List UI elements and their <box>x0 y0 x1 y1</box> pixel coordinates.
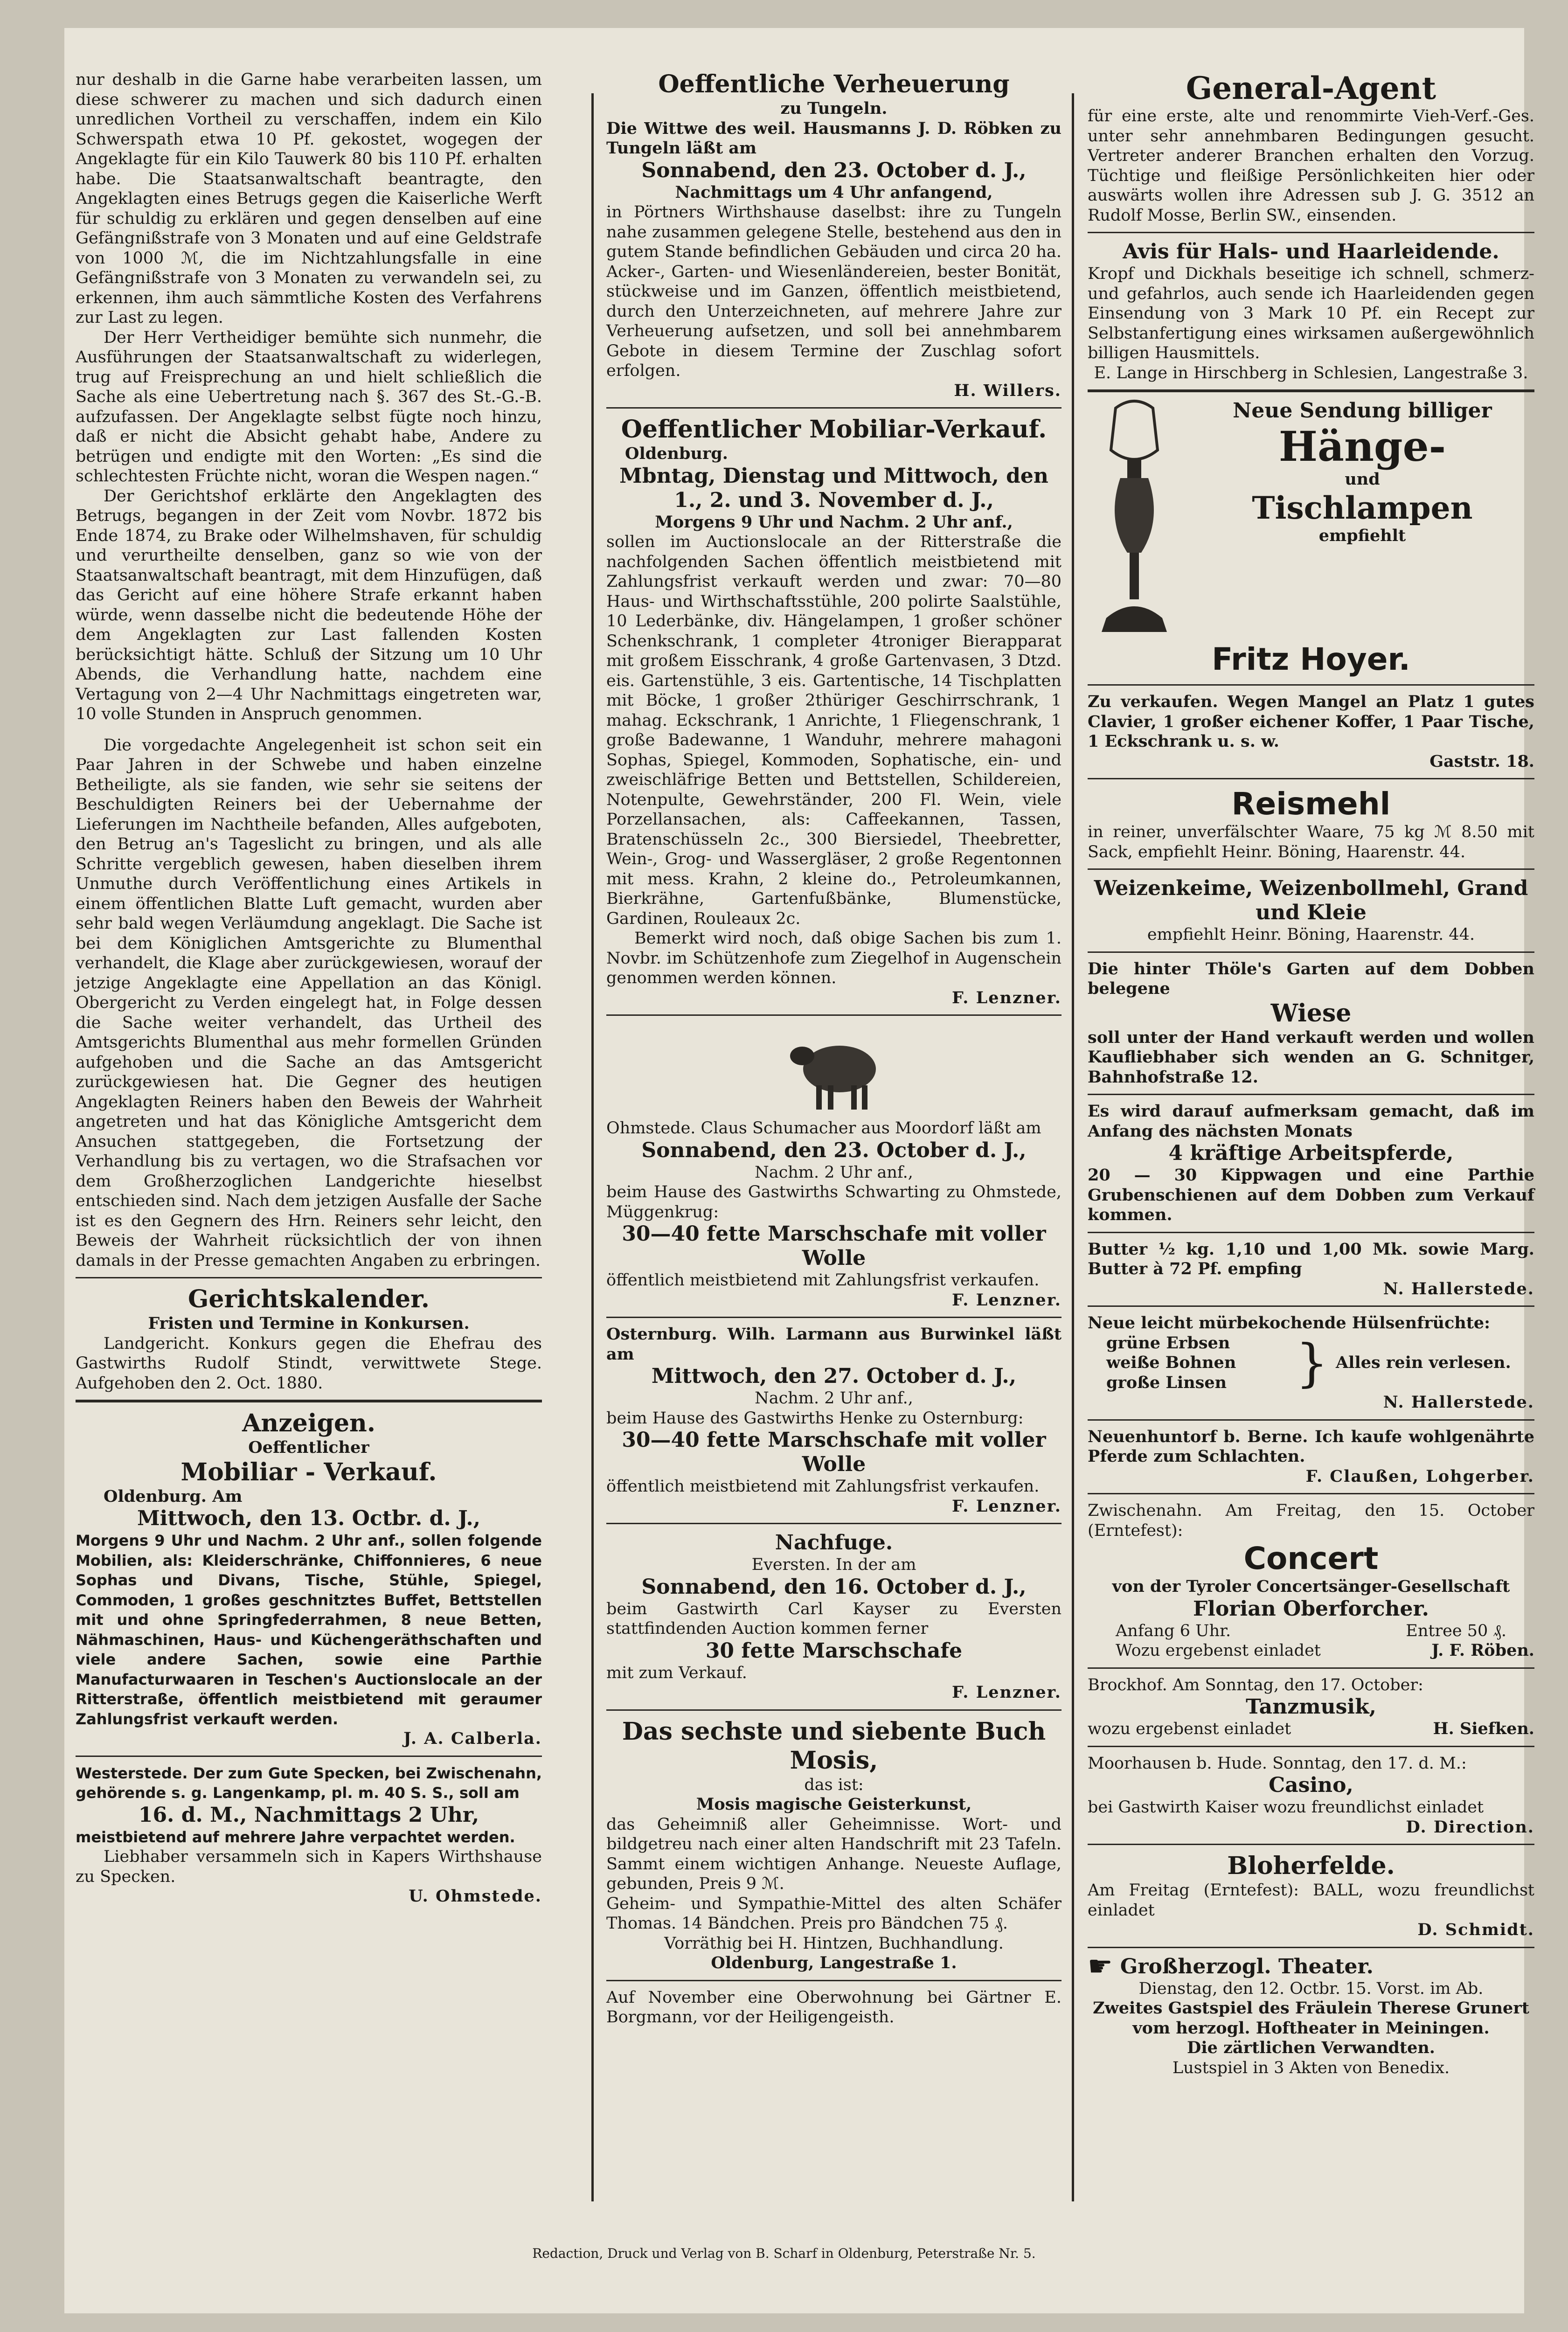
ad-nachfuge-foot: mit zum Verkauf. <box>606 1663 747 1682</box>
ad-weizen-title: Weizenkeime, Weizenbollmehl, Grand und Kleie <box>1094 876 1528 924</box>
ad-brockhof-title: Tanzmusik, <box>1246 1695 1376 1719</box>
page-footer: Redaction, Druck und Verlag von B. Scharf in Oldenburg, Peterstraße Nr. 5. <box>532 2246 1036 2261</box>
ad-pferde-title: 4 kräftige Arbeitspferde, <box>1168 1141 1454 1165</box>
ad-bloherfelde-title: Bloherfelde. <box>1227 1852 1395 1880</box>
ad-concert-invite: Wozu ergebenst einladet <box>1116 1641 1321 1660</box>
ad-verkaufen-body: Zu verkaufen. Wegen Mangel an Platz 1 gutes Clavier, 1 großer eichener Koffer, 1 Paar Tische, 1 Eckschrank u. s. w. <box>1088 692 1534 751</box>
ad-nachfuge-signature: F. Lenzner. <box>951 1683 1062 1702</box>
ad-ohmstede-signature: F. Lenzner. <box>951 1290 1062 1310</box>
ad-pferde-body: 20 — 30 Kippwagen und eine Parthie Grubenschienen auf dem Dobben zum Verkauf kommen. <box>1088 1166 1534 1224</box>
ad-concert-start: Anfang 6 Uhr. <box>1116 1621 1231 1640</box>
ad-mobiliar2-date: Mbntag, Dienstag und Mittwoch, den 1., 2. und 3. November d. J., <box>619 464 1048 512</box>
lamp-illustration <box>1088 399 1181 641</box>
ad-osternburg-item: 30—40 fette Marschschafe mit voller Wolle <box>622 1428 1046 1476</box>
brace-icon: } <box>1296 1333 1328 1393</box>
article-paragraph: Der Gerichtshof erklärte den Angeklagten des Betrugs, begangen in der Zeit vom Novbr. 1872 bis Ende 1874, zu Brake oder Wilhelmshaven, für schuldig und verurtheilte denselben, ganz so wie von der Staatsanwaltschaft beantragt, mit dem Hinzufügen, daß das Gericht auf eine höhere Strafe erkannt haben würde, wenn dasselbe nicht die bedeutende Höhe der dem Angeklagten zur Last fallenden Kosten berücksichtigt hätte. Schluß der Sitzung um 10 Uhr Abends, die Verhandlung hatte, nachdem eine Vertagung von 2—4 Uhr Nachmittags eingetreten war, 10 volle Stunden in Anspruch genommen. <box>76 486 542 723</box>
ad-lamps-und: und <box>1345 470 1380 489</box>
ad-lamps-tisch: Tischlampen <box>1252 489 1473 526</box>
list-item: große Linsen <box>1106 1373 1227 1392</box>
ad-avis-title: Avis für Hals- und Haarleidende. <box>1123 240 1499 264</box>
sheep-illustration <box>784 1022 886 1116</box>
ad-lamps-name: Fritz Hoyer. <box>1212 641 1410 677</box>
ad-huelsen-note: Alles rein verlesen. <box>1336 1353 1511 1372</box>
ad-ohmstede-foot: öffentlich meistbietend mit Zahlungsfrist verkaufen. <box>606 1271 1040 1290</box>
article-paragraph: nur deshalb in die Garne habe verarbeiten lassen, um diese schwerer zu machen und sich dadurch einen unredlichen Vortheil zu verschaffen, indem ein Kilo Schwerspath etwa 10 Pf. gekostet, wogegen der Angeklagte für ein Kilo Tauwerk 80 bis 110 Pf. erhalten habe. Die Staatsanwaltschaft beantragte, den Angeklagten eines Betrugs gegen die Kaiserliche Werft für schuldig zu erklären und gegen denselben auf eine Gefängnißstrafe von 3 Monaten und auf eine Geldstrafe von 1000 ℳ, die im Nichtzahlungsfalle in eine Gefängnißstrafe von 3 Monaten zu verwandeln sei, zu erkennen, ihm auch sämmtliche Kosten des Verfahrens zur Last zu legen. <box>76 70 542 327</box>
ad-nachfuge-item: 30 fette Marschschafe <box>705 1638 963 1663</box>
ad-mobiliar-pretitle: Oeffentlicher <box>248 1438 369 1457</box>
ad-mosis-body: das Geheimniß aller Geheimnisse. Wort- und bildgetreu nach einer alten Handschrift mit 23 Tafeln. Sammt einem wichtigen Anhange. Neueste Auflage, gebunden, Preis 9 ℳ. <box>606 1815 1062 1893</box>
ad-neuenhuntorf-signature: F. Claußen, Lohgerber. <box>1305 1466 1534 1486</box>
ad-concert-intro: Zwischenahn. Am Freitag, den 15. October (Erntefest): <box>1088 1501 1534 1540</box>
ad-bloherfelde-signature: D. Schmidt. <box>1417 1920 1534 1939</box>
ad-theater-play: Die zärtlichen Verwandten. <box>1187 2038 1435 2057</box>
gerichtskalender-body: Landgericht. Konkurs gegen die Ehefrau des Gastwirths Rudolf Stindt, verwittwete Stege. Aufgehoben den 2. Oct. 1880. <box>76 1334 542 1393</box>
ad-osternburg-foot: öffentlich meistbietend mit Zahlungsfrist verkaufen. <box>606 1477 1040 1496</box>
ad-mosis-body2: Geheim- und Sympathie-Mittel des alten Schäfer Thomas. 14 Bändchen. Preis pro Bändchen 75 ₰. <box>606 1894 1062 1933</box>
ad-mobiliar2-time: Morgens 9 Uhr und Nachm. 2 Uhr anf., <box>655 512 1013 532</box>
ad-brockhof-invite: wozu ergebenst einladet <box>1088 1720 1291 1738</box>
ad-lamps <box>1088 399 1534 641</box>
ad-wiese-intro: Die hinter Thöle's Garten auf dem Dobben belegene <box>1088 959 1534 998</box>
ad-lamps-haenge: Hänge- <box>1278 422 1446 471</box>
ad-osternburg-date: Mittwoch, den 27. October d. J., <box>651 1364 1017 1388</box>
ad-ohmstede-intro: Ohmstede. Claus Schumacher aus Moordorf läßt am <box>606 1119 1041 1138</box>
article-paragraph: Der Herr Vertheidiger bemühte sich nunmehr, die Ausführungen der Staatsanwaltschaft zu widerlegen, trug auf Freisprechung an und hielt schließlich die Sache als eine Uebertretung nach §. 367 des St.-G.-B. aufzufassen. Der Angeklagte selbst fügte noch hinzu, daß er nicht die Absicht gehabt habe, Andere zu betrügen und endigte mit den Worten: „Es sind die schlechtesten Früchte nicht, woran die Wespen nagen.“ <box>76 328 542 486</box>
ad-verkaufen-address: Gaststr. 18. <box>1429 751 1534 771</box>
ad-concert-title: Concert <box>1243 1541 1379 1576</box>
ad-verheuerung-title: Oeffentliche Verheuerung <box>658 70 1010 98</box>
ad-nachfuge-title: Nachfuge. <box>775 1531 893 1555</box>
ad-concert-subtitle: von der Tyroler Concertsänger-Gesellschaft <box>1112 1577 1510 1596</box>
ad-mobiliar2-place: Oldenburg. <box>625 444 728 463</box>
ad-verheuerung-signature: H. Willers. <box>954 381 1062 400</box>
ad-wiese-title: Wiese <box>1270 999 1352 1027</box>
ad-westerstede-body: Westerstede. Der zum Gute Specken, bei Zwischenahn, gehörende s. g. Langenkamp, pl. m. 40 S. S., soll am <box>76 1764 542 1802</box>
ad-verheuerung-place: zu Tungeln. <box>780 99 888 118</box>
ad-concert-name: Florian Oberforcher. <box>1193 1596 1429 1621</box>
ad-osternburg-body: beim Hause des Gastwirths Henke zu Osternburg: <box>606 1409 1024 1428</box>
gerichtskalender-title: Gerichtskalender. <box>188 1285 430 1313</box>
ad-moorhausen-intro: Moorhausen b. Hude. Sonntag, den 17. d. M.: <box>1088 1754 1467 1773</box>
ad-pferde-intro: Es wird darauf aufmerksam gemacht, daß im Anfang des nächsten Monats <box>1088 1102 1534 1141</box>
ad-westerstede-body3: Liebhaber versammeln sich in Kapers Wirthshause zu Specken. <box>76 1847 542 1886</box>
ad-moorhausen-title: Casino, <box>1269 1773 1353 1797</box>
list-item: grüne Erbsen <box>1106 1333 1230 1353</box>
gerichtskalender-subtitle: Fristen und Termine in Konkursen. <box>148 1314 470 1333</box>
column-3 <box>1088 70 1534 2078</box>
ad-theater-title: Großherzogl. Theater. <box>1120 1954 1374 1978</box>
ad-wohnung-body: Auf November eine Oberwohnung bei Gärtner E. Borgmann, vor der Heiligengeisth. <box>606 1988 1062 2027</box>
ad-westerstede-body2: meistbietend auf mehrere Jahre verpachtet werden. <box>76 1828 515 1846</box>
ad-theater-date: Dienstag, den 12. Octbr. 15. Vorst. im Ab. <box>1138 1979 1484 1998</box>
ad-brockhof-intro: Brockhof. Am Sonntag, den 17. October: <box>1088 1675 1423 1694</box>
ad-verheuerung-intro: Die Wittwe des weil. Hausmanns J. D. Röbken zu Tungeln läßt am <box>606 118 1062 158</box>
ad-westerstede-date: 16. d. M., Nachmittags 2 Uhr, <box>138 1803 479 1827</box>
ad-general-agent-title: General-Agent <box>1186 70 1436 106</box>
ad-mobiliar2-signature: F. Lenzner. <box>951 988 1062 1007</box>
column-rule-right <box>1072 93 1074 2201</box>
ad-nachfuge-place: Eversten. In der am <box>751 1555 916 1574</box>
ad-weizen-body: empfiehlt Heinr. Böning, Haarenstr. 44. <box>1147 925 1475 944</box>
ad-mosis-title: Das sechste und siebente Buch Mosis, <box>622 1717 1046 1775</box>
ad-mosis-subtitle: Mosis magische Geisterkunst, <box>696 1795 972 1814</box>
ad-reismehl-body: in reiner, unverfälschter Waare, 75 kg ℳ 8.50 mit Sack, empfiehlt Heinr. Böning, Haarenstr. 44. <box>1088 823 1534 861</box>
ad-mobiliar-signature: J. A. Calberla. <box>403 1729 542 1748</box>
ad-mobiliar-title: Mobiliar - Verkauf. <box>180 1458 437 1486</box>
anzeigen-title: Anzeigen. <box>242 1409 375 1437</box>
ad-verheuerung-date: Sonnabend, den 23. October d. J., <box>641 158 1027 182</box>
ad-mobiliar2-body: sollen im Auctionslocale an der Ritterstraße die nachfolgenden Sachen öffentlich meistbietend mit Zahlungsfrist verkauft werden und zwar: 70—80 Haus- und Wirthschaftsstühle, 200 polirte Saalstühle, 10 Lederbänke, div. Hängelampen, 1 großer schöner Schenkschrank, 1 completer 4troniger Bierapparat mit großem Eisschrank, 4 große Gartenvasen, 3 Dtzd. eis. Gartenstühle, 3 eis. Gartentische, 14 Tischplatten mit Böcke, 1 großer 2thüriger Geschirrschrank, 1 mahag. Eckschrank, 1 Anrichte, 1 Fliegenschrank, 1 große Badewanne, 1 Wanduhr, mehrere mahagoni Sophas, Spiegel, Kommoden, Sophatische, ein- und zweischläfrige Betten und Bettstellen, Schildereien, Notenpulte, Gewehrständer, 200 Fl. Wein, viele Porzellansachen, als: Caffeekannen, Tassen, Bratenschüsseln 2c., 300 Biersiedel, Theebretter, Wein-, Grog- und Wassergläser, 2 große Regentonnen mit mess. Krahn, 2 kleine do., Petroleumkannen, Bierkrähne, Gartenfußbänke, Blumenstücke, Gardinen, Rouleaux 2c. <box>606 533 1062 928</box>
ad-lamps-empfiehlt: empfiehlt <box>1318 526 1406 545</box>
ad-ohmstede-time: Nachm. 2 Uhr anf., <box>755 1163 913 1182</box>
ad-mobiliar-body: Morgens 9 Uhr und Nachm. 2 Uhr anf., sollen folgende Mobilien, als: Kleiderschränke, Chiffonnieres, 6 neue Sophas und Divans, Tische, Stühle, Spiegel, Commoden, 1 großes geschnitztes Buffet, Bettstellen mit und ohne Springfederrahmen, 8 neue Betten, Nähmaschinen, Haus- und Küchengeräthschaften und viele andere Sachen, sowie eine Parthie Manufacturwaaren in Teschen's Auctionslocale an der Ritterstraße, öffentlich meistbietend mit geraumer Zahlungsfrist verkauft werden. <box>76 1532 542 1728</box>
column-2 <box>606 70 1062 2027</box>
ad-mobiliar-place: Oldenburg. Am <box>104 1486 243 1506</box>
ad-bloherfelde-body: Am Freitag (Erntefest): BALL, wozu freundlichst einladet <box>1088 1881 1534 1920</box>
ad-ohmstede-body: beim Hause des Gastwirths Schwarting zu Ohmstede, Müggenkrug: <box>606 1183 1062 1222</box>
ad-nachfuge-body: beim Gastwirth Carl Kayser zu Eversten stattfindenden Auction kommen ferner <box>606 1599 1062 1638</box>
ad-neuenhuntorf-body: Neuenhuntorf b. Berne. Ich kaufe wohlgenährte Pferde zum Schlachten. <box>1088 1427 1534 1466</box>
article-paragraph: Die vorgedachte Angelegenheit ist schon seit ein Paar Jahren in der Schwebe und haben einzelne Betheiligte, als sie fanden, wie sehr sie seitens der Beschuldigten Reiners bei der Uebernahme der Lieferungen im Nachtheile befanden, Alles aufgeboten, den Betrug an's Tageslicht zu bringen, und als alle Schritte vergeblich gewesen, haben dieselben ihrem Unmuthe durch Veröffentlichung eines Artikels in einem öffentlichen Blatte Luft gemacht, wurden aber sehr bald wegen Verläumdung angeklagt. Die Sache ist bei dem Königlichen Amtsgerichte zu Blumenthal verhandelt, die Klage aber zurückgewiesen, worauf der jetzige Angeklagte eine Appellation an das Königl. Obergericht zu Verden eingelegt hat, in Folge dessen die Sache weiter verhandelt, das Urtheil des Amtsgerichts Blumenthal aus mehr formellen Gründen aufgehoben und die Sache an das Amtsgericht zurückgewiesen hat. Die Gegner des heutigen Angeklagten Reiners haben den Beweis der Wahrheit angetreten und hat das Königliche Amtsgericht dem Ansuchen stattgegeben, die Fortsetzung der Verhandlung bis zu vertagen, wo die Strafsachen vor dem Großherzoglichen Landgerichte hieselbst entschieden sind. Nach dem jetzigen Ausfalle der Sache ist es den Gegnern des Hrn. Reiners sehr leicht, den Beweis der Wahrheit rücksichtlich der von ihnen damals in der Presse gemachten Angaben zu erbringen. <box>76 736 542 1270</box>
column-rule-left <box>591 93 594 2201</box>
ad-westerstede-signature: U. Ohmstede. <box>409 1887 542 1906</box>
ad-huelsen-list <box>1088 1333 1534 1393</box>
ad-concert-signature: J. F. Röben. <box>1431 1641 1534 1660</box>
ad-osternburg-signature: F. Lenzner. <box>951 1496 1062 1516</box>
ad-nachfuge-date: Sonnabend, den 16. October d. J., <box>641 1575 1027 1599</box>
ad-ohmstede-item: 30—40 fette Marschschafe mit voller Wolle <box>622 1222 1046 1270</box>
ad-theater-subtitle: Lustspiel in 3 Akten von Benedix. <box>1172 2058 1450 2077</box>
ad-huelsen-signature: N. Hallerstede. <box>1383 1393 1534 1412</box>
list-item: weiße Bohnen <box>1106 1353 1236 1372</box>
pointing-hand-icon: ☛ <box>1088 1950 1113 1983</box>
ad-theater-body: Zweites Gastspiel des Fräulein Therese Grunert vom herzogl. Hoftheater in Meiningen. <box>1093 1999 1529 2038</box>
ad-mosis-vorraethig: Vorräthig bei H. Hintzen, Buchhandlung. <box>664 1934 1004 1953</box>
ad-concert-entree: Entree 50 ₰. <box>1406 1621 1506 1640</box>
ad-moorhausen-signature: D. Direction. <box>1406 1817 1534 1837</box>
ad-general-agent-body: für eine erste, alte und renommirte Vieh-Verf.-Ges. unter sehr annehmbaren Bedingungen gesucht. Vertreter anderer Branchen erhalten den Vorzug. Tüchtige und fleißige Persönlichkeiten hier oder auswärts wollen ihre Adressen sub J. G. 3512 an Rudolf Mosse, Berlin SW., einsenden. <box>1088 107 1534 225</box>
ad-osternburg-intro: Osternburg. Wilh. Larmann aus Burwinkel läßt am <box>606 1325 1062 1364</box>
ad-butter-body: Butter ½ kg. 1,10 und 1,00 Mk. sowie Marg. Butter à 72 Pf. empfing <box>1088 1239 1534 1278</box>
ad-brockhof-signature: H. Siefken. <box>1433 1719 1534 1738</box>
column-1 <box>76 70 542 1907</box>
ad-mobiliar-date: Mittwoch, den 13. Octbr. d. J., <box>137 1506 481 1530</box>
ad-reismehl-title: Reismehl <box>1231 786 1391 822</box>
ad-moorhausen-body: bei Gastwirth Kaiser wozu freundlichst einladet <box>1088 1798 1484 1817</box>
ad-mobiliar2-note: Bemerkt wird noch, daß obige Sachen bis zum 1. Novbr. im Schützenhofe zum Ziegelhof in Augenschein genommen werden können. <box>606 929 1062 987</box>
ad-verheuerung-body: in Pörtners Wirthshause daselbst: ihre zu Tungeln nahe zusammen gelegene Stelle, bestehend aus den in gutem Stande befindlichen Gebäuden und circa 20 ha. Acker-, Garten- und Wiesenländereien, bester Bonität, stückweise und im Ganzen, öffentlich meistbietend, durch den Unterzeichneten, auf mehrere Jahre zur Verheuerung aufsetzen, und soll bei annehmbarem Gebote in diesem Termine der Zuschlag sofort erfolgen. <box>606 203 1062 380</box>
ad-avis-body: Kropf und Dickhals beseitige ich schnell, schmerz- und gefahrlos, auch sende ich Haarleidenden gegen Einsendung von 3 Mark 10 Pf. ein Recept zur Selbstanfertigung eines wirksamen außergewöhnlich billigen Hausmittels. <box>1088 264 1534 362</box>
ad-wiese-body: soll unter der Hand verkauft werden und wollen Kaufliebhaber sich wenden an G. Schnitger, Bahnhofstraße 12. <box>1088 1027 1534 1087</box>
ad-butter-signature: N. Hallerstede. <box>1383 1279 1534 1298</box>
ad-huelsen-intro: Neue leicht mürbekochende Hülsenfrüchte: <box>1088 1313 1491 1333</box>
ad-verheuerung-time: Nachmittags um 4 Uhr anfangend, <box>675 182 993 202</box>
ad-ohmstede-date: Sonnabend, den 23. October d. J., <box>641 1138 1027 1162</box>
ad-mobiliar2-title: Oeffentlicher Mobiliar-Verkauf. <box>621 415 1047 444</box>
ad-lamps-top: Neue Sendung billiger <box>1233 399 1492 423</box>
ad-mosis-place: Oldenburg, Langestraße 1. <box>711 1953 957 1972</box>
ad-avis-signature: E. Lange in Hirschberg in Schlesien, Langestraße 3. <box>1094 363 1528 382</box>
ad-osternburg-time: Nachm. 2 Uhr anf., <box>755 1389 913 1408</box>
ad-mosis-das: das ist: <box>804 1775 864 1794</box>
